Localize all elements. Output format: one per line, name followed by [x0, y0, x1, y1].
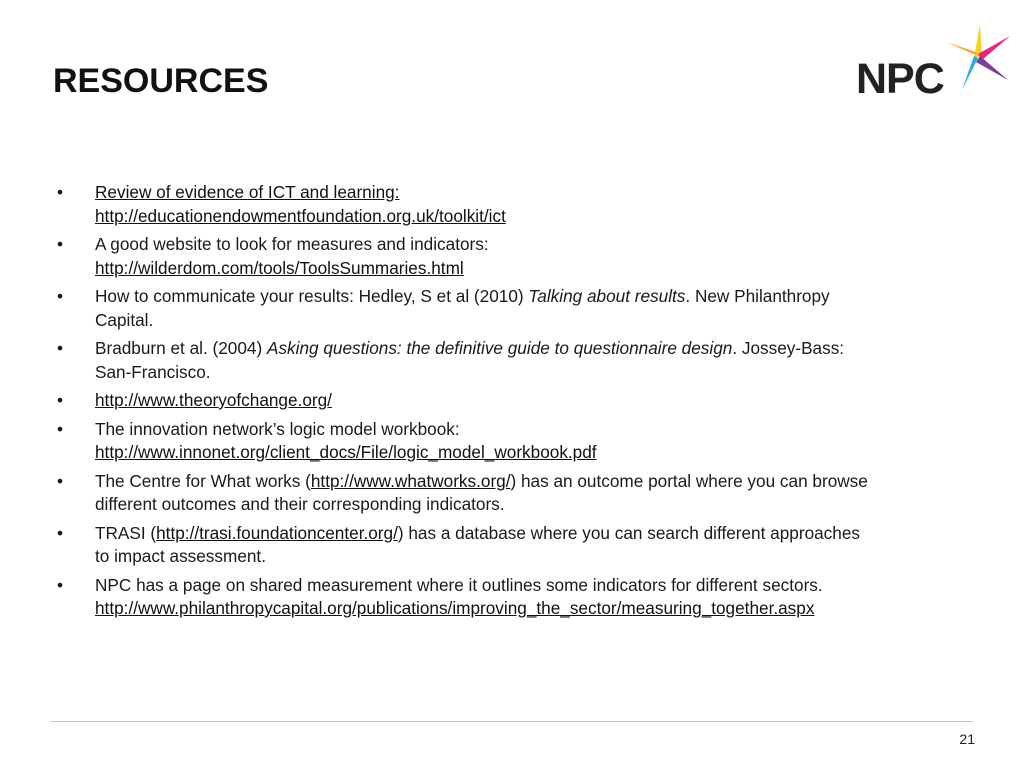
resource-link[interactable]: http://educationendowmentfoundation.org.uk/toolkit/ict — [95, 205, 506, 226]
list-item — [55, 233, 870, 280]
bullet: • — [57, 470, 64, 491]
star-ray-blue — [962, 56, 978, 90]
list-item — [55, 574, 870, 621]
item-text: . New Philanthropy Capital. — [95, 286, 830, 330]
resource-link[interactable]: http://www.theoryofchange.org/ — [95, 390, 332, 410]
item-title: Talking about results — [528, 286, 686, 306]
list-item — [55, 337, 870, 384]
page-number: 21 — [959, 731, 975, 747]
npc-logo — [852, 22, 1012, 107]
item-title: Asking questions: the definitive guide to questionnaire design — [266, 338, 733, 358]
item-text: TRASI ( — [95, 522, 157, 543]
star-ray-orange — [946, 42, 978, 56]
resource-link[interactable]: http://wilderdom.com/tools/ToolsSummaries.html — [95, 257, 464, 278]
bullet: • — [57, 286, 64, 306]
resource-link[interactable]: http://www.whatworks.org/ — [310, 470, 511, 491]
list-item — [55, 285, 870, 332]
star-burst-icon — [944, 22, 1012, 92]
resource-link[interactable]: http://trasi.foundationcenter.org/ — [156, 522, 398, 543]
resource-link[interactable]: http://www.innonet.org/client_docs/File/logic_model_workbook.pdf — [95, 442, 597, 462]
star-ray-pink — [978, 36, 1010, 60]
bullet: • — [57, 574, 64, 595]
item-text: NPC has a page on shared measurement where it outlines some indicators for different sectors. — [95, 574, 823, 595]
list-item — [55, 389, 870, 413]
bullet: • — [57, 182, 64, 202]
resource-list — [55, 181, 870, 626]
list-item — [55, 470, 870, 517]
item-text: ) has an outcome portal where you can browse different outcomes and their corresponding indicators. — [95, 470, 868, 514]
resource-link[interactable]: Review of evidence of ICT and learning: — [95, 182, 400, 202]
item-text: The innovation network’s logic model workbook: — [95, 418, 460, 439]
list-item — [55, 181, 870, 228]
page-title: RESOURCES — [53, 62, 269, 100]
item-text: The Centre for What works ( — [95, 470, 311, 491]
bullet: • — [57, 522, 64, 543]
list-item — [55, 522, 870, 569]
item-text: Bradburn et al. (2004) — [95, 338, 267, 358]
bullet: • — [57, 418, 64, 439]
bullet: • — [57, 390, 64, 410]
list-item — [55, 418, 870, 465]
resource-link[interactable]: http://www.philanthropycapital.org/publications/improving_the_sector/measuring_together.aspx — [95, 598, 815, 618]
item-text: . Jossey-Bass: San-Francisco. — [95, 338, 845, 382]
logo-text: NPC — [856, 55, 944, 103]
item-text: How to communicate your results: Hedley, S et al (2010) — [95, 286, 529, 306]
bullet: • — [57, 234, 64, 254]
item-text: A good website to look for measures and indicators: — [95, 234, 489, 254]
footer-divider — [50, 721, 973, 722]
item-text: ) has a database where you can search different approaches to impact assessment. — [95, 522, 860, 566]
bullet: • — [57, 338, 64, 358]
star-ray-purple — [976, 56, 1008, 80]
